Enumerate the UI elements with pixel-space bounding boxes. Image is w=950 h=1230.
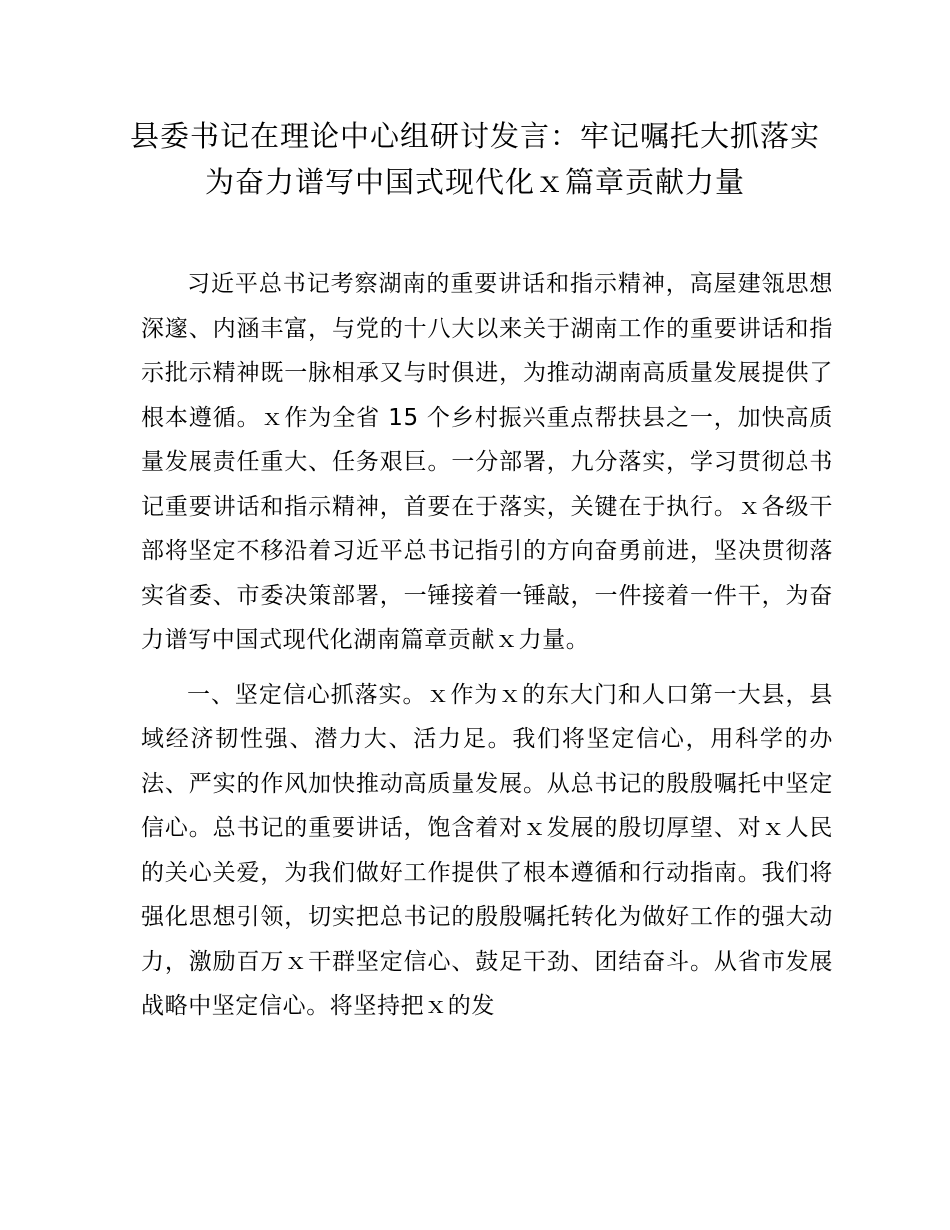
paragraph-section-one: 一、坚定信心抓落实。ｘ作为ｘ的东大门和人口第一大县，县域经济韧性强、潜力大、活力足。我们将坚定信心，用科学的办法、严实的作风加快推动高质量发展。从总书记的殷殷嘱托中坚定信心。总书记的重要讲话，饱含着对ｘ发展的殷切厚望、对ｘ人民的关心关爱，为我们做好工作提供了根本遵循和行动指南。我们将强化思想引领，切实把总书记的殷殷嘱托转化为做好工作的强大动力，激励百万ｘ干群坚定信心、鼓足干劲、团结奋斗。从省市发展战略中坚定信心。将坚持把ｘ的发 [141, 681, 833, 1019]
document-title: 县委书记在理论中心组研讨发言：牢记嘱托大抓落实为奋力谱写中国式现代化ｘ篇章贡献力量 [130, 119, 821, 199]
document-body [141, 262, 833, 1029]
paragraph-intro: 习近平总书记考察湖南的重要讲话和指示精神，高屋建瓴思想深邃、内涵丰富，与党的十八大以来关于湖南工作的重要讲话和指示批示精神既一脉相承又与时俱进，为推动湖南高质量发展提供了根本遵循。ｘ作为全省 15 个乡村振兴重点帮扶县之一，加快高质量发展责任重大、任务艰巨。一分部署，九分落实，学习贯彻总书记重要讲话和指示精神，首要在于落实，关键在于执行。ｘ各级干部将坚定不移沿着习近平总书记指引的方向奋勇前进，坚决贯彻落实省委、市委决策部署，一锤接着一锤敲，一件接着一件干，为奋力谱写中国式现代化湖南篇章贡献ｘ力量。 [141, 271, 833, 653]
